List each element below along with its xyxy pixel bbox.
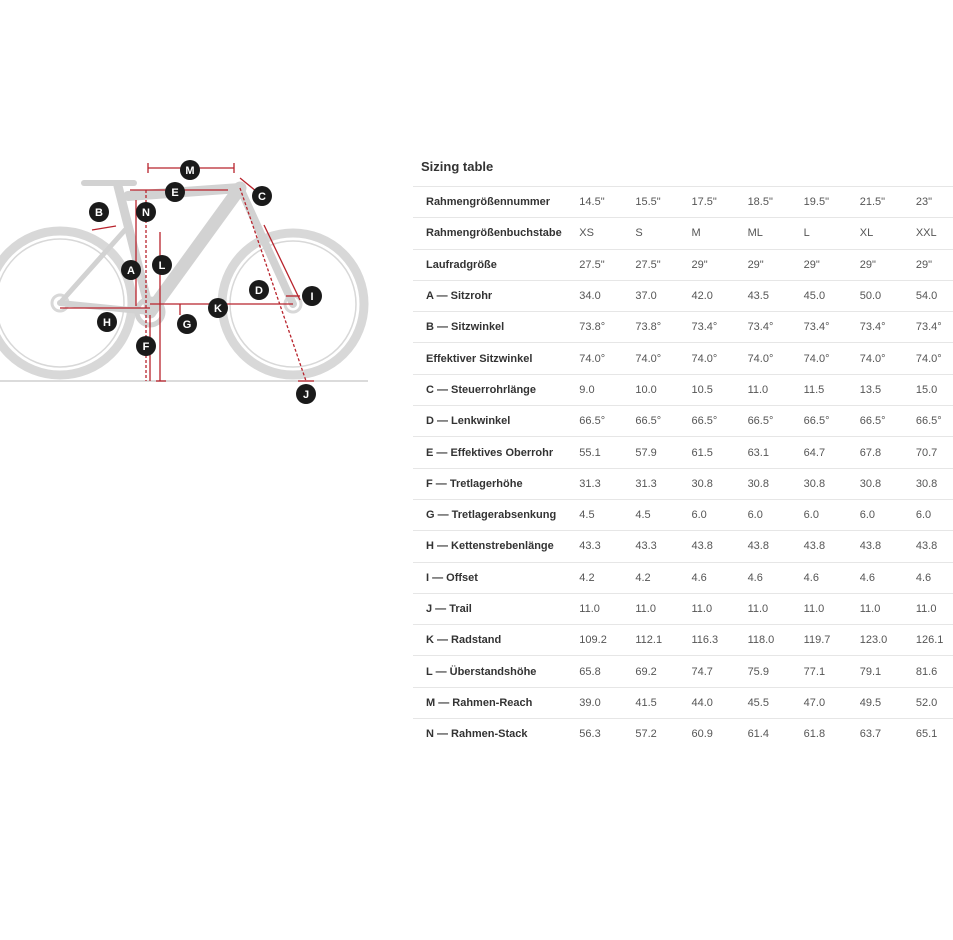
table-cell: 47.0 bbox=[791, 687, 847, 718]
svg-text:B: B bbox=[95, 207, 103, 219]
table-cell: 65.8 bbox=[566, 656, 622, 687]
row-label: A — Sitzrohr bbox=[413, 280, 566, 311]
table-cell: 39.0 bbox=[566, 687, 622, 718]
label-b bbox=[89, 202, 109, 222]
svg-text:E: E bbox=[171, 187, 179, 199]
table-row bbox=[413, 218, 953, 249]
table-row bbox=[413, 687, 953, 718]
table-cell: 6.0 bbox=[847, 499, 903, 530]
table-cell: 6.0 bbox=[903, 499, 953, 530]
table-cell: 66.5° bbox=[903, 406, 953, 437]
table-cell: 11.0 bbox=[735, 374, 791, 405]
label-f bbox=[136, 336, 156, 356]
table-row bbox=[413, 406, 953, 437]
table-cell: 73.8° bbox=[566, 312, 622, 343]
table-row bbox=[413, 625, 953, 656]
row-label: F — Tretlagerhöhe bbox=[413, 468, 566, 499]
table-cell: 13.5 bbox=[847, 374, 903, 405]
table-cell: 66.5° bbox=[847, 406, 903, 437]
table-cell: 14.5" bbox=[566, 187, 622, 218]
table-cell: ML bbox=[735, 218, 791, 249]
row-label: Laufradgröße bbox=[413, 249, 566, 280]
row-label: L — Überstandshöhe bbox=[413, 656, 566, 687]
table-cell: 64.7 bbox=[791, 437, 847, 468]
label-g bbox=[177, 314, 197, 334]
table-cell: 4.5 bbox=[622, 499, 678, 530]
table-cell: 6.0 bbox=[791, 499, 847, 530]
table-cell: 11.0 bbox=[678, 593, 734, 624]
table-row bbox=[413, 249, 953, 280]
table-cell: L bbox=[791, 218, 847, 249]
row-label: G — Tretlagerabsenkung bbox=[413, 499, 566, 530]
table-row bbox=[413, 374, 953, 405]
svg-text:H: H bbox=[103, 317, 111, 329]
row-label: D — Lenkwinkel bbox=[413, 406, 566, 437]
table-cell: 56.3 bbox=[566, 719, 622, 750]
svg-text:L: L bbox=[158, 260, 166, 272]
svg-text:I: I bbox=[310, 291, 314, 303]
row-label: E — Effektives Oberrohr bbox=[413, 437, 566, 468]
table-cell: 4.6 bbox=[903, 562, 953, 593]
table-cell: 4.2 bbox=[566, 562, 622, 593]
table-cell: 63.1 bbox=[735, 437, 791, 468]
label-i bbox=[302, 286, 322, 306]
table-cell: 27.5" bbox=[622, 249, 678, 280]
table-cell: 27.5" bbox=[566, 249, 622, 280]
table-cell: 30.8 bbox=[791, 468, 847, 499]
table-row bbox=[413, 719, 953, 750]
svg-text:M: M bbox=[185, 165, 195, 177]
table-cell: 49.5 bbox=[847, 687, 903, 718]
table-cell: 55.1 bbox=[566, 437, 622, 468]
label-j bbox=[296, 384, 316, 404]
table-cell: 11.0 bbox=[735, 593, 791, 624]
table-cell: 54.0 bbox=[903, 280, 953, 311]
table-cell: 4.5 bbox=[566, 499, 622, 530]
table-cell: 73.4° bbox=[791, 312, 847, 343]
svg-text:K: K bbox=[214, 303, 222, 315]
table-cell: 29" bbox=[847, 249, 903, 280]
table-cell: 30.8 bbox=[678, 468, 734, 499]
table-cell: 57.9 bbox=[622, 437, 678, 468]
label-d bbox=[249, 280, 269, 300]
table-cell: 81.6 bbox=[903, 656, 953, 687]
table-cell: 75.9 bbox=[735, 656, 791, 687]
table-cell: 11.0 bbox=[622, 593, 678, 624]
label-m bbox=[180, 160, 200, 180]
table-cell: 66.5° bbox=[566, 406, 622, 437]
table-cell: 15.5" bbox=[622, 187, 678, 218]
label-h bbox=[97, 312, 117, 332]
svg-text:J: J bbox=[302, 389, 310, 401]
table-cell: 18.5" bbox=[735, 187, 791, 218]
row-label: J — Trail bbox=[413, 593, 566, 624]
table-cell: 74.0° bbox=[566, 343, 622, 374]
table-cell: 43.8 bbox=[678, 531, 734, 562]
table-cell: 4.6 bbox=[847, 562, 903, 593]
table-cell: 42.0 bbox=[678, 280, 734, 311]
label-a bbox=[121, 260, 141, 280]
table-row bbox=[413, 280, 953, 311]
table-row bbox=[413, 187, 953, 218]
table-cell: 73.8° bbox=[622, 312, 678, 343]
table-cell: 43.8 bbox=[903, 531, 953, 562]
table-cell: 74.0° bbox=[622, 343, 678, 374]
table-cell: 61.5 bbox=[678, 437, 734, 468]
table-row bbox=[413, 468, 953, 499]
table-cell: 4.2 bbox=[622, 562, 678, 593]
table-cell: 69.2 bbox=[622, 656, 678, 687]
label-l bbox=[152, 255, 172, 275]
sizing-table-section bbox=[413, 155, 944, 750]
table-cell: 66.5° bbox=[622, 406, 678, 437]
table-cell: 61.8 bbox=[791, 719, 847, 750]
table-cell: 73.4° bbox=[678, 312, 734, 343]
row-label: B — Sitzwinkel bbox=[413, 312, 566, 343]
svg-text:G: G bbox=[182, 319, 192, 331]
table-cell: 4.6 bbox=[791, 562, 847, 593]
row-label: Effektiver Sitzwinkel bbox=[413, 343, 566, 374]
table-cell: 6.0 bbox=[735, 499, 791, 530]
table-row bbox=[413, 562, 953, 593]
table-cell: 60.9 bbox=[678, 719, 734, 750]
row-label: C — Steuerrohrlänge bbox=[413, 374, 566, 405]
table-cell: S bbox=[622, 218, 678, 249]
row-label: H — Kettenstrebenlänge bbox=[413, 531, 566, 562]
table-cell: 41.5 bbox=[622, 687, 678, 718]
table-cell: 29" bbox=[678, 249, 734, 280]
table-cell: 44.0 bbox=[678, 687, 734, 718]
table-cell: 70.7 bbox=[903, 437, 953, 468]
table-cell: 11.0 bbox=[566, 593, 622, 624]
table-cell: XL bbox=[847, 218, 903, 249]
row-label: Rahmengrößennummer bbox=[413, 187, 566, 218]
table-row bbox=[413, 312, 953, 343]
table-cell: 66.5° bbox=[678, 406, 734, 437]
table-cell: 4.6 bbox=[678, 562, 734, 593]
table-cell: 73.4° bbox=[735, 312, 791, 343]
row-label: K — Radstand bbox=[413, 625, 566, 656]
table-cell: 23" bbox=[903, 187, 953, 218]
label-n bbox=[136, 202, 156, 222]
table-cell: 116.3 bbox=[678, 625, 734, 656]
table-cell: 57.2 bbox=[622, 719, 678, 750]
table-cell: 15.0 bbox=[903, 374, 953, 405]
table-cell: 63.7 bbox=[847, 719, 903, 750]
table-cell: 29" bbox=[791, 249, 847, 280]
table-cell: 10.0 bbox=[622, 374, 678, 405]
table-cell: 4.6 bbox=[735, 562, 791, 593]
table-cell: 67.8 bbox=[847, 437, 903, 468]
table-cell: 43.5 bbox=[735, 280, 791, 311]
table-cell: 30.8 bbox=[903, 468, 953, 499]
table-cell: 30.8 bbox=[847, 468, 903, 499]
row-label: Rahmengrößenbuchstabe bbox=[413, 218, 566, 249]
table-cell: 30.8 bbox=[735, 468, 791, 499]
sizing-table-title: Sizing table bbox=[421, 159, 494, 174]
table-cell: 45.5 bbox=[735, 687, 791, 718]
table-cell: 9.0 bbox=[566, 374, 622, 405]
svg-text:F: F bbox=[142, 341, 150, 353]
table-cell: 19.5" bbox=[791, 187, 847, 218]
table-cell: 29" bbox=[903, 249, 953, 280]
table-cell: 74.0° bbox=[903, 343, 953, 374]
table-cell: 11.0 bbox=[903, 593, 953, 624]
table-cell: 118.0 bbox=[735, 625, 791, 656]
table-cell: 74.0° bbox=[791, 343, 847, 374]
table-cell: 11.0 bbox=[847, 593, 903, 624]
table-cell: 43.8 bbox=[847, 531, 903, 562]
table-cell: 119.7 bbox=[791, 625, 847, 656]
svg-text:A: A bbox=[127, 265, 135, 277]
svg-text:N: N bbox=[142, 207, 150, 219]
table-cell: 73.4° bbox=[903, 312, 953, 343]
table-cell: 45.0 bbox=[791, 280, 847, 311]
table-cell: 126.1 bbox=[903, 625, 953, 656]
row-label: N — Rahmen-Stack bbox=[413, 719, 566, 750]
sizing-table bbox=[413, 186, 953, 750]
table-cell: 43.3 bbox=[622, 531, 678, 562]
label-c bbox=[252, 186, 272, 206]
table-cell: 43.3 bbox=[566, 531, 622, 562]
table-cell: 79.1 bbox=[847, 656, 903, 687]
table-cell: 43.8 bbox=[791, 531, 847, 562]
svg-text:C: C bbox=[258, 191, 266, 203]
svg-text:D: D bbox=[255, 285, 263, 297]
table-row bbox=[413, 531, 953, 562]
table-cell: 109.2 bbox=[566, 625, 622, 656]
table-cell: 123.0 bbox=[847, 625, 903, 656]
table-cell: 29" bbox=[735, 249, 791, 280]
table-row bbox=[413, 343, 953, 374]
table-cell: 50.0 bbox=[847, 280, 903, 311]
table-cell: 74.7 bbox=[678, 656, 734, 687]
table-row bbox=[413, 437, 953, 468]
table-cell: 74.0° bbox=[678, 343, 734, 374]
table-cell: 77.1 bbox=[791, 656, 847, 687]
table-row bbox=[413, 656, 953, 687]
table-cell: 31.3 bbox=[566, 468, 622, 499]
table-cell: 43.8 bbox=[735, 531, 791, 562]
table-cell: 21.5" bbox=[847, 187, 903, 218]
bike-geometry-diagram bbox=[0, 150, 380, 410]
table-cell: 52.0 bbox=[903, 687, 953, 718]
table-cell: 10.5 bbox=[678, 374, 734, 405]
table-cell: XS bbox=[566, 218, 622, 249]
table-row bbox=[413, 593, 953, 624]
table-cell: 66.5° bbox=[791, 406, 847, 437]
row-label: I — Offset bbox=[413, 562, 566, 593]
table-cell: 11.0 bbox=[791, 593, 847, 624]
table-row bbox=[413, 499, 953, 530]
label-k bbox=[208, 298, 228, 318]
bike-geometry-svg bbox=[0, 150, 380, 410]
table-cell: 61.4 bbox=[735, 719, 791, 750]
table-cell: 112.1 bbox=[622, 625, 678, 656]
table-cell: M bbox=[678, 218, 734, 249]
table-cell: 74.0° bbox=[735, 343, 791, 374]
table-cell: 66.5° bbox=[735, 406, 791, 437]
table-cell: 31.3 bbox=[622, 468, 678, 499]
table-cell: 34.0 bbox=[566, 280, 622, 311]
label-e bbox=[165, 182, 185, 202]
table-cell: 65.1 bbox=[903, 719, 953, 750]
table-cell: 74.0° bbox=[847, 343, 903, 374]
table-cell: 11.5 bbox=[791, 374, 847, 405]
table-cell: XXL bbox=[903, 218, 953, 249]
row-label: M — Rahmen-Reach bbox=[413, 687, 566, 718]
table-cell: 73.4° bbox=[847, 312, 903, 343]
table-cell: 17.5" bbox=[678, 187, 734, 218]
table-cell: 6.0 bbox=[678, 499, 734, 530]
table-cell: 37.0 bbox=[622, 280, 678, 311]
